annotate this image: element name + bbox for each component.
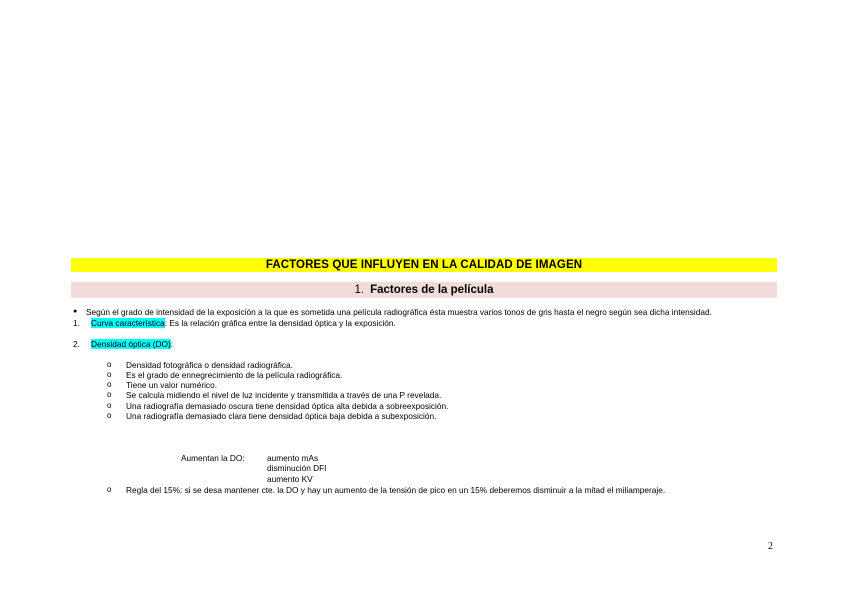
item-2-term: Densidad óptica (DO) <box>91 339 171 349</box>
section-number: 1. <box>354 284 365 296</box>
item-2 <box>91 339 173 349</box>
section-heading <box>71 282 777 298</box>
item-number-2: 2. <box>73 339 80 349</box>
sub-bullet-icon: o <box>107 380 112 389</box>
title-banner: FACTORES QUE INFLUYEN EN LA CALIDAD DE IMAGEN <box>71 258 777 272</box>
item-number-1: 1. <box>73 318 80 328</box>
page-number: 2 <box>768 541 773 552</box>
increase-factor: aumento mAs <box>267 453 319 463</box>
sub-bullet-icon: o <box>107 411 112 420</box>
sub-bullet-icon: o <box>107 390 112 399</box>
sub-bullet-icon: o <box>107 485 112 494</box>
item-2-definition: : <box>170 339 174 349</box>
section-title: Factores de la película <box>370 284 494 296</box>
do-point: Es el grado de ennegrecimiento de la película radiográfica. <box>126 370 343 380</box>
do-point: Se calcula midiendo el nivel de luz incidente y transmitida a través de una P revelada. <box>126 390 442 400</box>
do-point: Una radiografía demasiado oscura tiene densidad óptica alta debida a sobreexposición. <box>126 401 449 411</box>
item-1-definition: : Es la relación gráfica entre la densidad óptica y la exposición. <box>164 318 396 328</box>
increase-factor: disminución DFI <box>267 463 327 473</box>
item-1 <box>91 318 396 328</box>
sub-bullet-icon: o <box>107 360 112 369</box>
bullet-icon: ● <box>73 308 78 315</box>
intro-text: Según el grado de intensidad de la exposición a la que es sometida una película radiográfica ésta muestra varios tonos de gris hasta el negro según sea dicha intensidad. <box>86 307 712 317</box>
do-point: Tiene un valor numérico. <box>126 380 218 390</box>
do-point: Densidad fotográfica o densidad radiográfica. <box>126 360 293 370</box>
sub-bullet-icon: o <box>107 370 112 379</box>
rule-text: Regla del 15%: si se desa mantener cte. la DO y hay un aumento de la tensión de pico en un 15% deberemos disminuir a la mitad el miliamperaje. <box>126 485 666 495</box>
increase-factor: aumento KV <box>267 474 313 484</box>
increase-label: Aumentan la DO: <box>181 453 245 463</box>
do-point: Una radiografía demasiado clara tiene densidad óptica baja debida a subexposición. <box>126 411 437 421</box>
item-1-term: Curva característica <box>91 318 165 328</box>
sub-bullet-icon: o <box>107 401 112 410</box>
